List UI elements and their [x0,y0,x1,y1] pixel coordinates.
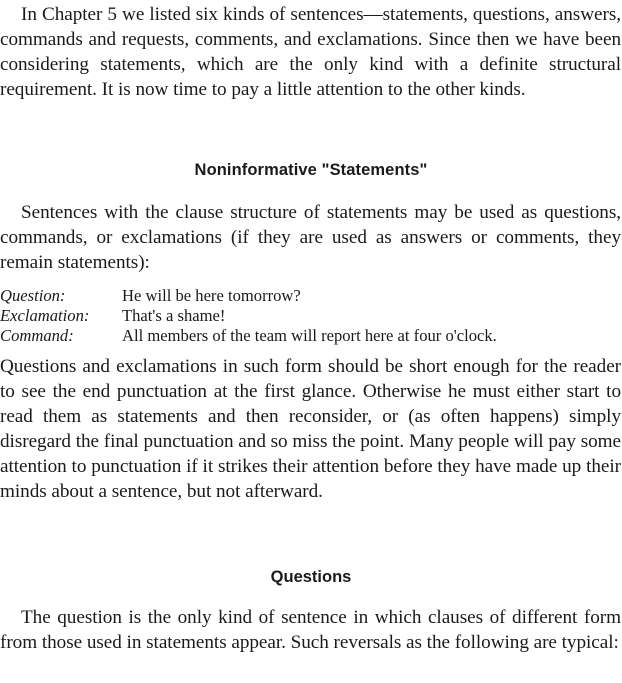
punctuation-paragraph: Questions and exclamations in such form should be short enough for the reader to see the end punctuation at the first glance. Otherwise he must either start to read them as statements and then reconsider, or (as often happens) simply disregard the final punctuation and so miss the point. Many people will pay some attention to punctuation if it strikes their attention before they have made up their minds about a sentence, but not afterward. [0,356,621,502]
example-exclamation [0,306,622,326]
example-label: Question: [0,286,66,305]
clause-structure-paragraph: Sentences with the clause structure of statements may be used as questions, commands, or exclamations (if they are used as answers or comments, they remain statements): [0,202,621,273]
questions-paragraph: The question is the only kind of sentence in which clauses of different form from those used in statements appear. Such reversals as the following are typical: [0,607,621,653]
example-label: Command: [0,326,74,345]
example-text: All members of the team will report here at four o'clock. [122,326,497,345]
example-sentence-list [0,286,622,346]
section-heading-questions: Questions [270,568,352,586]
example-text: That's a shame! [122,306,226,325]
section-heading-noninformative-statements: Noninformative "Statements" [194,161,428,179]
example-text: He will be here tomorrow? [122,286,301,305]
example-command [0,326,622,346]
example-label: Exclamation: [0,306,90,325]
example-question [0,286,622,306]
intro-paragraph: In Chapter 5 we listed six kinds of sentences—statements, questions, answers, commands and requests, comments, and exclamations. Since then we have been considering statements, which are the only kind with a definite structural requirement. It is now time to pay a little attention to the other kinds. [0,4,621,100]
